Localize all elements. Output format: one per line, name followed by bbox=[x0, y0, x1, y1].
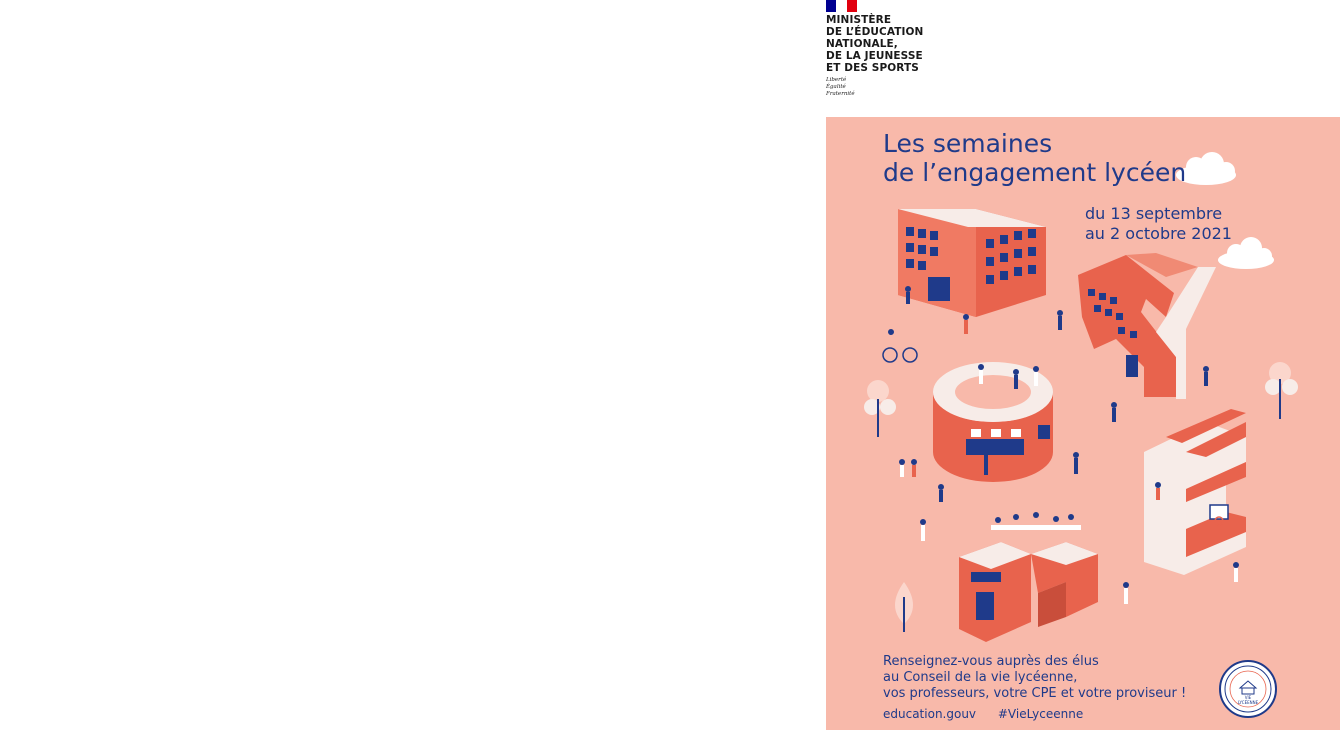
motto-line: Liberté bbox=[826, 77, 847, 83]
poster-title-line: Les semaines bbox=[883, 129, 1053, 158]
event-dates-line: du 13 septembre bbox=[1085, 204, 1223, 223]
seal-text-line: LYCÉENNE bbox=[1237, 700, 1259, 705]
flag-red bbox=[847, 0, 857, 12]
ministry-name-line: DE LA JEUNESSE bbox=[826, 50, 923, 62]
poster-body-line: au Conseil de la vie lycéenne, bbox=[883, 670, 1078, 685]
hashtag: #VieLyceenne bbox=[997, 707, 1084, 721]
poster-body-line: Renseignez-vous auprès des élus bbox=[883, 654, 1099, 669]
vie-lyceenne-seal-icon bbox=[1219, 660, 1277, 718]
ministry-name bbox=[826, 14, 966, 74]
event-dates-line: au 2 octobre 2021 bbox=[1085, 224, 1232, 243]
ministry-name-line: ET DES SPORTS bbox=[826, 62, 919, 74]
poster-title bbox=[883, 129, 1186, 187]
poster-title-line: de l’engagement lycéen bbox=[883, 158, 1187, 187]
ministry-logo bbox=[826, 0, 966, 104]
poster-body-line: vos professeurs, votre CPE et votre proviseur ! bbox=[883, 686, 1187, 701]
ministry-name-line: MINISTÈRE bbox=[826, 14, 892, 26]
flag-white bbox=[836, 0, 846, 12]
ministry-name-line: DE L’ÉDUCATION bbox=[826, 26, 924, 38]
tree-icon bbox=[1265, 362, 1298, 419]
poster bbox=[826, 117, 1340, 730]
tree-icon bbox=[895, 582, 913, 632]
french-flag-icon bbox=[826, 0, 857, 12]
letter-l-illustration bbox=[959, 542, 1098, 642]
poster-illustration bbox=[826, 117, 1340, 730]
poster-body-text bbox=[883, 654, 1186, 702]
letter-y-illustration bbox=[1078, 253, 1216, 399]
tree-icon bbox=[864, 380, 896, 437]
website-link[interactable]: education.gouv bbox=[883, 707, 977, 721]
school-building-illustration bbox=[898, 209, 1046, 317]
motto-line: Fraternité bbox=[826, 91, 855, 97]
ministry-name-line: NATIONALE, bbox=[826, 38, 898, 50]
event-dates bbox=[1085, 204, 1232, 244]
flag-blue bbox=[826, 0, 836, 12]
seal-text-line: VIE bbox=[1244, 695, 1252, 700]
seal-graphic bbox=[1221, 662, 1275, 716]
republic-motto bbox=[826, 77, 855, 98]
poster-footer bbox=[883, 707, 1083, 722]
motto-line: Égalité bbox=[826, 84, 846, 90]
